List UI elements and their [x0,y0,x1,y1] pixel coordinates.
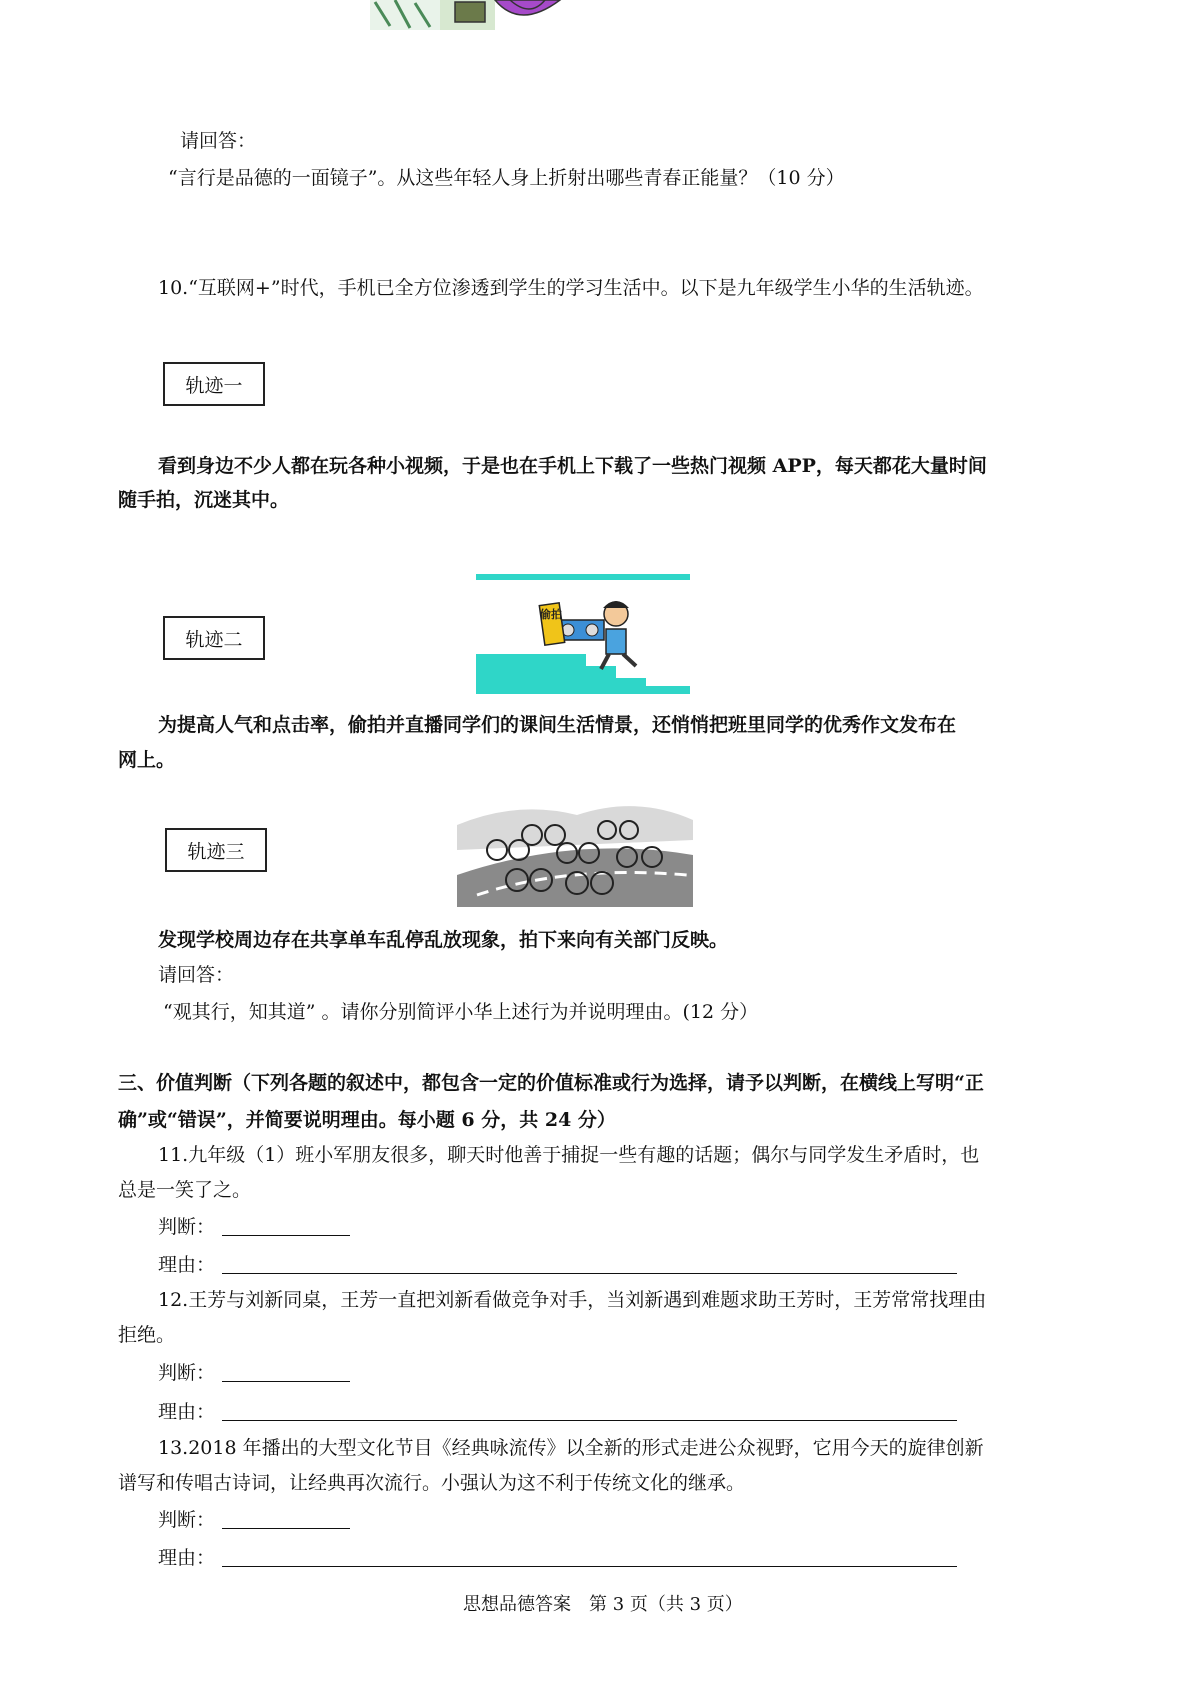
track-three-box [165,828,267,872]
item-11-reason-line[interactable] [222,1273,957,1274]
item-11-judge-line[interactable] [222,1235,350,1236]
item-12-judge-line[interactable] [222,1381,350,1382]
section-three-heading-line1: 三、价值判断（下列各题的叙述中，都包含一定的价值标准或行为选择，请予以判断，在横线上写明“正 [118,1072,984,1094]
q10-prompt: 请回答： [158,964,235,986]
item-12-judge-label: 判断： [158,1362,216,1384]
track-three-text: 发现学校周边存在共享单车乱停乱放现象，拍下来向有关部门反映。 [158,929,729,951]
track-two-label: 轨迹二 [185,628,243,651]
item-11-line2: 总是一笑了之。 [118,1179,252,1201]
item-11-judge-label: 判断： [158,1216,216,1238]
track-two-text-line1: 为提高人气和点击率，偷拍并直播同学们的课间生活情景，还悄悄把班里同学的优秀作文发布在 [158,714,957,736]
track-two-box [163,616,265,660]
item-13-line1: 13.2018 年播出的大型文化节目《经典咏流传》以全新的形式走进公众视野，它用今天的旋律创新 [158,1437,984,1459]
track-two-text-line2: 网上。 [118,749,176,771]
item-11-reason-label: 理由： [158,1254,216,1276]
section-three-heading-line2: 确”或“错误”，并简要说明理由。每小题 6 分，共 24 分） [118,1109,616,1131]
item-13-judge-label: 判断： [158,1509,216,1531]
track-three-illustration [457,795,693,907]
q9-prompt: 请回答： [180,130,257,152]
track-one-text-line2: 随手拍，沉迷其中。 [118,489,290,511]
item-12-reason-label: 理由： [158,1401,216,1423]
track-one-text-line1: 看到身边不少人都在玩各种小视频，于是也在手机上下载了一些热门视频 APP，每天都花大量时间 [158,455,987,477]
item-13-reason-line[interactable] [222,1566,957,1567]
q10-question: “观其行，知其道” 。请你分别简评小华上述行为并说明理由。(12 分） [163,1001,759,1023]
q9-question: “言行是品德的一面镜子”。从这些年轻人身上折射出哪些青春正能量？（10 分） [168,167,845,189]
item-11-line1: 11.九年级（1）班小军朋友很多，聊天时他善于捕捉一些有趣的话题；偶尔与同学发生矛盾时，也 [158,1144,980,1166]
item-12-line1: 12.王芳与刘新同桌，王芳一直把刘新看做竞争对手，当刘新遇到难题求助王芳时，王芳常常找理由 [158,1289,987,1311]
item-13-line2: 谱写和传唱古诗词，让经典再次流行。小强认为这不利于传统文化的继承。 [118,1472,746,1494]
item-12-reason-line[interactable] [222,1420,957,1421]
item-13-judge-line[interactable] [222,1528,350,1529]
q10-intro: 10.“互联网+”时代，手机已全方位渗透到学生的学习生活中。以下是九年级学生小华的生活轨迹。 [158,277,984,299]
track-one-box [163,362,265,406]
item-12-line2: 拒绝。 [118,1324,176,1346]
track-two-illustration [476,574,690,694]
track-one-label: 轨迹一 [185,374,243,397]
track-two-sign-text: 偷拍 [540,608,562,621]
page-footer: 思想品德答案 第 3 页（共 3 页） [463,1594,743,1615]
top-illustration [370,0,570,30]
track-three-label: 轨迹三 [187,840,245,863]
item-13-reason-label: 理由： [158,1547,216,1569]
